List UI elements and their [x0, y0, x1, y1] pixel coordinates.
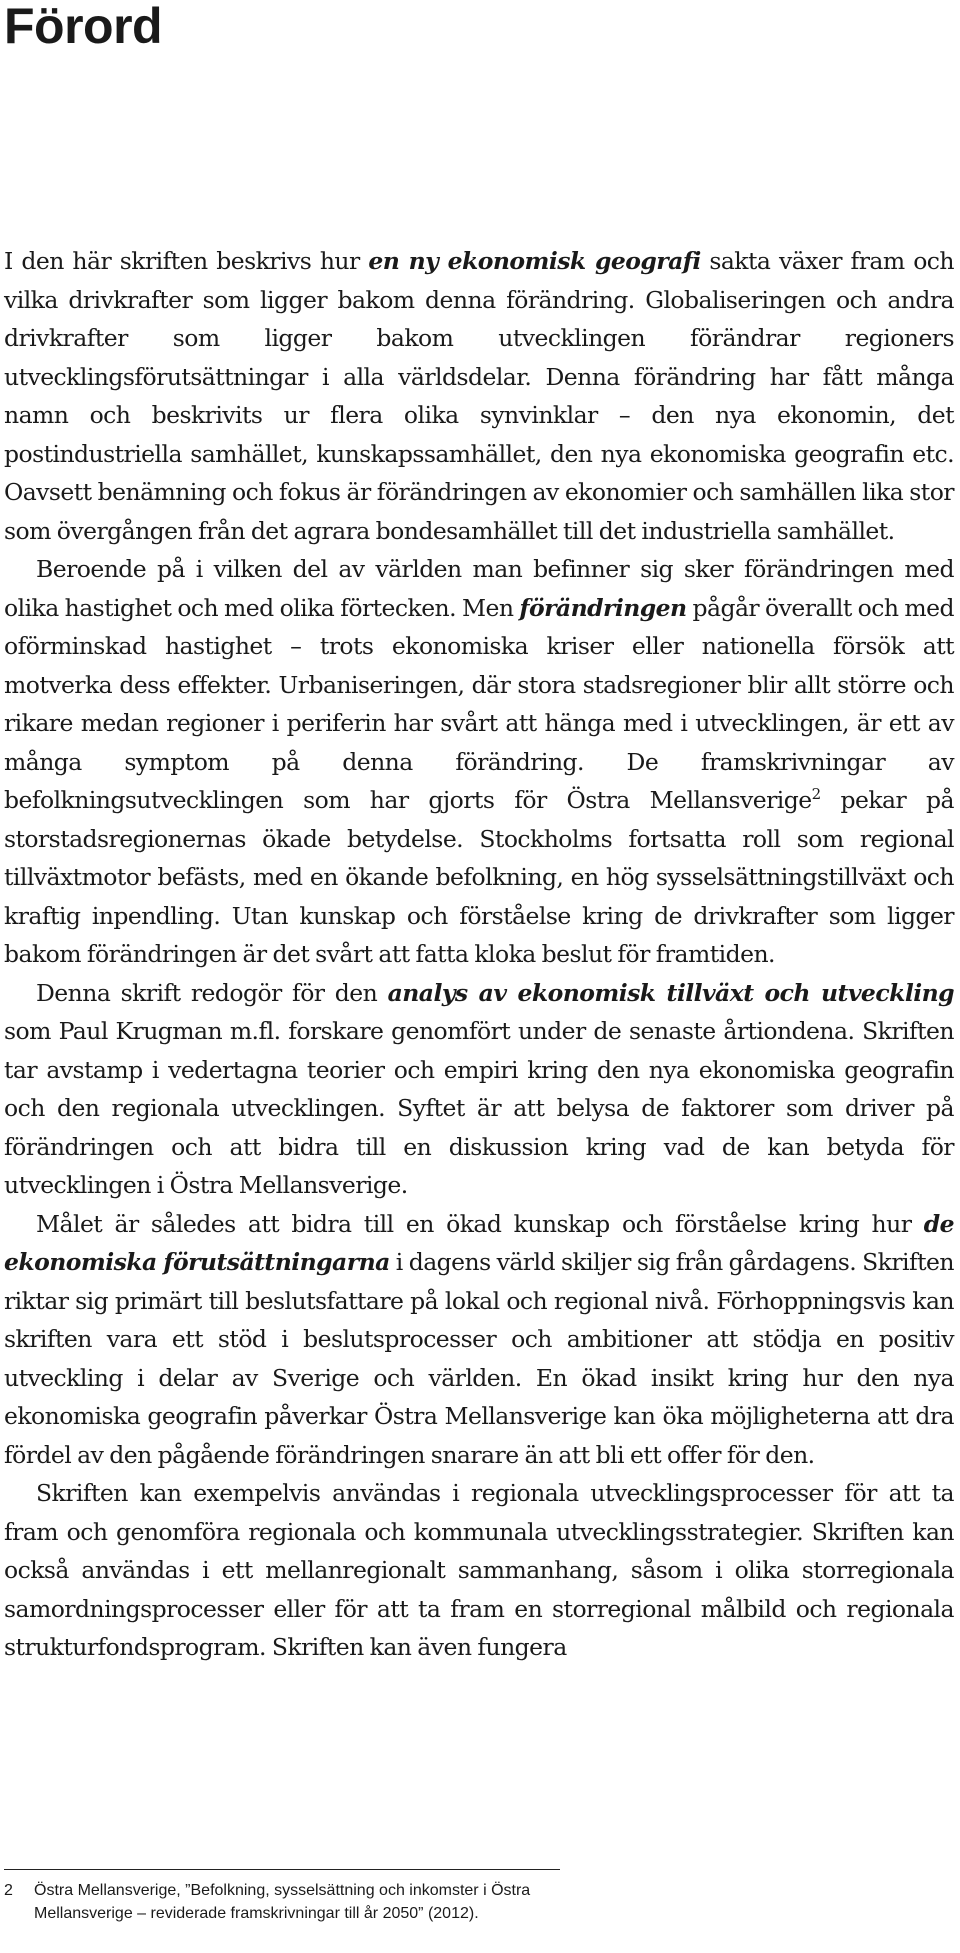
text-run: Denna skrift redogör för den	[36, 978, 388, 1007]
text-run: pekar på storstadsregionernas ökade betydelse. Stockholms fortsatta roll som regional tillväxtmotor befästs, med en ökande befolkning, en hög sysselsättningstillväxt och kraftig inpendling. Utan kunskap och förståelse kring de drivkrafter som ligger bakom förändringen är det svårt att fatta kloka beslut för framtiden.	[4, 786, 954, 968]
footnote	[4, 1879, 584, 1925]
paragraph	[4, 1205, 954, 1475]
emphasized-text: analys av ekonomisk tillväxt och utveckling	[387, 978, 954, 1007]
text-run: I den här skriften beskrivs hur	[4, 247, 369, 275]
emphasized-text: de ekonomiska förutsättningarna	[4, 1209, 954, 1276]
page-title: Förord	[4, 0, 163, 54]
emphasized-text: förändringen	[519, 593, 687, 622]
text-run: som Paul Krugman m.fl. forskare genomfört under de senaste årtiondena. Skriften tar avstamp i vedertagna teorier och empiri kring den nya ekonomiska geografin och den regionala utvecklingen. Syftet är att belysa de faktorer som driver på förändringen och att bidra till en diskussion kring vad de kan betyda för utvecklingen i Östra Mellansverige.	[4, 1017, 954, 1199]
text-run: Målet är således att bidra till en ökad kunskap och förståelse kring hur	[36, 1209, 924, 1238]
body-text	[4, 242, 954, 1667]
paragraph	[4, 550, 954, 974]
emphasized-text: en ny ekonomisk geografi	[368, 247, 701, 275]
text-run: pågår överallt och med oförminskad hastighet – trots ekonomiska kriser eller nationella försök att motverka dess effekter. Urbaniseringen, där stora stadsregioner blir allt större och rikare medan regioner i periferin har svårt att hänga med i utvecklingen, är ett av många symptom på denna förändring. De framskrivningar av befolkningsutvecklingen som har gjorts för Östra Mellansverige	[4, 593, 954, 814]
text-run: Skriften kan exempelvis användas i regionala utvecklingsprocesser för att ta fram och genomföra regionala och kommunala utvecklingsstrategier. Skriften kan också användas i ett mellanregionalt sammanhang, såsom i olika storregionala samordningsprocesser eller för att ta fram en storregional målbild och regionala strukturfondsprogram. Skriften kan även fungera	[4, 1479, 954, 1661]
text-run: Beroende på i vilken del av världen man befinner sig sker förändringen med olika hastighet och med olika förtecken. Men	[4, 555, 954, 622]
paragraph	[4, 1474, 954, 1667]
footnote-text: Östra Mellansverige, ”Befolkning, sysselsättning och inkomster i Östra Mellansverige – reviderade framskrivningar till år 2050” (2012).	[34, 1882, 531, 1922]
footnote-number: 2	[4, 1882, 13, 1899]
text-run: i dagens värld skiljer sig från gårdagens. Skriften riktar sig primärt till beslutsfattare på lokal och regional nivå. Förhoppningsvis kan skriften vara ett stöd i beslutsprocesser och ambitioner att stödja en positiv utveckling i delar av Sverige och världen. En ökad insikt kring hur den nya ekonomiska geografin påverkar Östra Mellansverige kan öka möjligheterna att dra fördel av den pågående förändringen snarare än att bli ett offer för den.	[4, 1248, 954, 1469]
paragraph	[4, 974, 954, 1205]
footnote-divider	[4, 1869, 560, 1870]
paragraph	[4, 242, 954, 550]
text-run: sakta växer fram och vilka drivkrafter som ligger bakom denna förändring. Globaliseringen och andra drivkrafter som ligger bakom utvecklingen förändrar regioners utvecklingsförutsättningar i alla världsdelar. Denna förändring har fått många namn och beskrivits ur flera olika synvinklar – den nya ekonomin, det postindustriella samhället, kunskapssamhället, den nya ekonomiska geografin etc. Oavsett benämning och fokus är förändringen av ekonomier och samhällen lika stor som övergången från det agrara bondesamhället till det industriella samhället.	[4, 247, 954, 545]
footnote-reference: 2	[811, 785, 821, 804]
